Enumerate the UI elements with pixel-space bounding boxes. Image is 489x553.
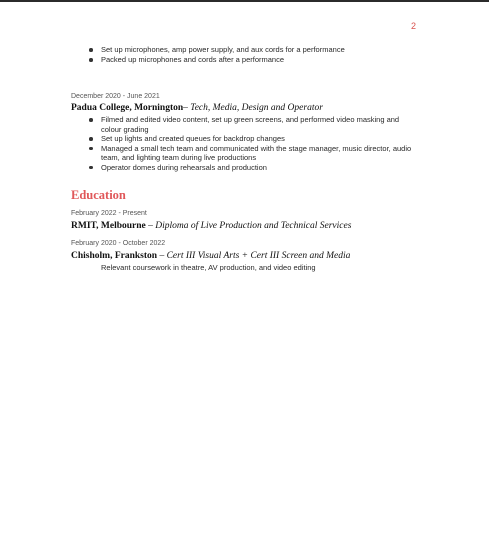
education-entry-heading <box>71 251 350 261</box>
education-separator: – <box>145 221 156 231</box>
list-item: Packed up microphones and cords after a performance <box>72 55 417 65</box>
list-item: Filmed and edited video content, set up green screens, and performed video masking and colour grading <box>72 115 417 134</box>
list-item: Managed a small tech team and communicated with the stage manager, music director, audio team, and lighting team during live productions <box>72 144 417 163</box>
list-item: Operator domes during rehearsals and production <box>72 163 417 173</box>
job-heading <box>71 103 323 113</box>
education-date: February 2022 - Present <box>71 210 147 217</box>
page-number: 2 <box>411 21 417 31</box>
education-description: Relevant coursework in theatre, AV production, and video editing <box>101 263 316 272</box>
list-item: Set up microphones, amp power supply, and aux cords for a performance <box>72 45 417 55</box>
experience-bullets-padua <box>72 115 417 172</box>
job-role: Tech, Media, Design and Operator <box>190 103 323 113</box>
education-qualification: Diploma of Live Production and Technical Services <box>155 221 352 231</box>
education-institution: RMIT, Melbourne <box>71 221 146 231</box>
education-date: February 2020 - October 2022 <box>71 240 166 247</box>
list-item: Set up lights and created queues for backdrop changes <box>72 134 417 144</box>
job-separator: – <box>183 103 191 113</box>
job-date: December 2020 - June 2021 <box>71 93 160 100</box>
experience-bullets-previous <box>72 45 417 65</box>
job-organization: Padua College, Mornington <box>71 103 184 113</box>
education-separator: – <box>157 251 167 261</box>
education-institution: Chisholm, Frankston <box>71 251 158 261</box>
education-entry-heading <box>71 221 351 231</box>
education-heading: Education <box>71 188 126 202</box>
education-qualification: Cert III Visual Arts + Cert III Screen and Media <box>166 251 351 261</box>
top-border <box>0 0 489 2</box>
